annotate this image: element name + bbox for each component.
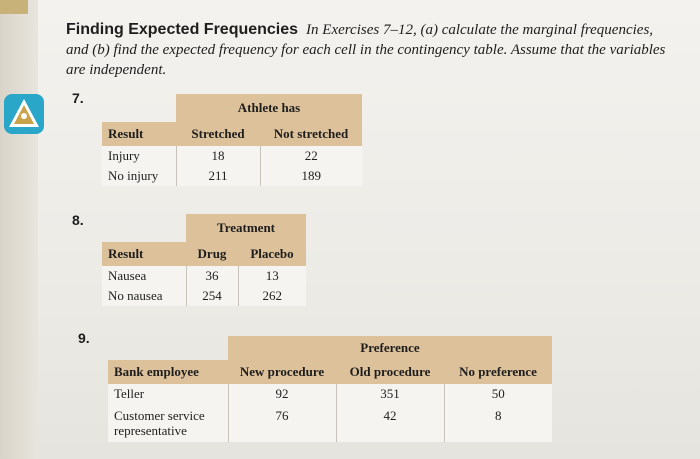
- ex9-cell: 92: [228, 384, 336, 404]
- ex8-row-label: No nausea: [102, 286, 186, 306]
- ex8-cell: 254: [186, 286, 238, 306]
- section-title: Finding Expected Frequencies: [66, 21, 299, 38]
- exercise-7-number: 7.: [72, 90, 84, 106]
- ex9-group-header: Preference: [228, 336, 552, 360]
- ex9-cell: 351: [336, 384, 444, 404]
- exercise-8-number: 8.: [72, 212, 84, 228]
- triangle-tip-icon: [4, 94, 44, 134]
- ex8-cell: 36: [186, 266, 238, 286]
- ex9-row-header: Bank employee: [108, 360, 228, 384]
- ex8-col-drug: Drug: [186, 242, 238, 266]
- exercise-instructions: [66, 20, 676, 80]
- ex9-col-no-preference: No preference: [444, 360, 552, 384]
- ex7-group-header: Athlete has: [176, 94, 362, 122]
- ex7-row-header: Result: [102, 122, 176, 146]
- ex7-row-label: Injury: [102, 146, 176, 166]
- ex8-cell: 262: [238, 286, 306, 306]
- section-tab: [0, 0, 28, 14]
- ex7-cell: 189: [260, 166, 362, 186]
- ex7-col-stretched: Stretched: [176, 122, 260, 146]
- ex9-col-new-procedure: New procedure: [228, 360, 336, 384]
- instructions-text: In Exercises 7–12, (a) calculate the marginal frequencies, and (b) find the expected frequency for each cell in the contingency table. Assume that the variables are independent.: [66, 22, 666, 78]
- ex9-row-label: Teller: [108, 384, 228, 404]
- ex7-cell: 211: [176, 166, 260, 186]
- ex9-cell: 8: [444, 404, 552, 442]
- ex8-cell: 13: [238, 266, 306, 286]
- exercise-8-table: [102, 214, 306, 306]
- ex7-col-not-stretched: Not stretched: [260, 122, 362, 146]
- exercise-9-number: 9.: [78, 330, 90, 346]
- ex8-group-header: Treatment: [186, 214, 306, 242]
- ex7-cell: 22: [260, 146, 362, 166]
- exercise-7-table: [102, 94, 362, 186]
- ex7-row-label: No injury: [102, 166, 176, 186]
- ex9-col-old-procedure: Old procedure: [336, 360, 444, 384]
- ex9-cell: 76: [228, 404, 336, 442]
- ex9-cell: 50: [444, 384, 552, 404]
- page-margin: [0, 0, 38, 459]
- ex8-row-label: Nausea: [102, 266, 186, 286]
- ex9-cell: 42: [336, 404, 444, 442]
- ex8-col-placebo: Placebo: [238, 242, 306, 266]
- ex8-row-header: Result: [102, 242, 186, 266]
- ex7-cell: 18: [176, 146, 260, 166]
- exercise-9-table: [108, 336, 552, 442]
- ex9-row-label: Customer service representative: [108, 404, 228, 442]
